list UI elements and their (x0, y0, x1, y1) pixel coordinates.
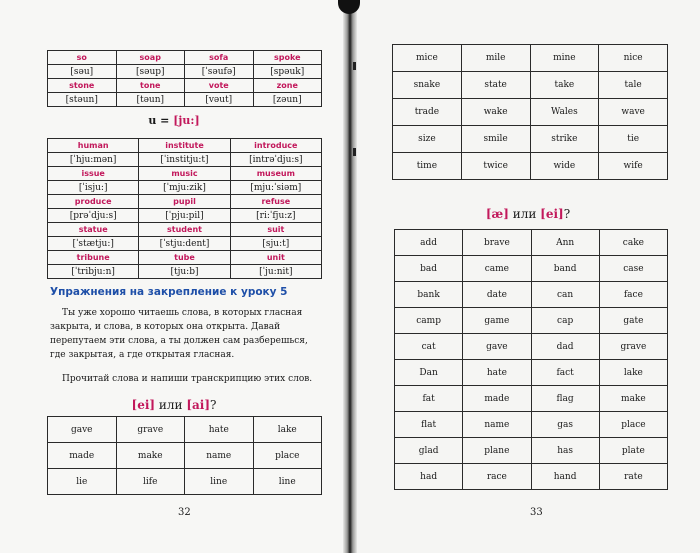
transcription-cell: [ˈmju:zik] (139, 181, 230, 195)
headword-row (48, 251, 322, 265)
heading-u-sound: u = [ju:] (148, 114, 200, 127)
binding-mark (353, 62, 356, 70)
table-row (48, 417, 322, 443)
headword-cell: museum (230, 167, 321, 181)
word-cell: name (185, 443, 254, 469)
transcription-row (48, 93, 322, 107)
word-cell: gas (531, 412, 599, 438)
right-page (356, 0, 700, 553)
table-row (393, 45, 668, 72)
headword-cell: so (48, 51, 117, 65)
headword-row (48, 51, 322, 65)
table-row (395, 256, 668, 282)
table-row (48, 443, 322, 469)
word-cell: gate (599, 308, 667, 334)
word-cell: can (531, 282, 599, 308)
word-cell: place (599, 412, 667, 438)
word-cell: make (599, 386, 667, 412)
word-cell: date (463, 282, 531, 308)
word-cell: grave (116, 417, 185, 443)
word-cell: snake (393, 72, 462, 99)
word-cell: cap (531, 308, 599, 334)
headword-cell: refuse (230, 195, 321, 209)
word-cell: bad (395, 256, 463, 282)
headword-cell: introduce (230, 139, 321, 153)
word-cell: name (463, 412, 531, 438)
word-cell: brave (463, 230, 531, 256)
transcription-cell: [səu] (48, 65, 117, 79)
transcription-cell: [ˈstætju:] (48, 237, 139, 251)
page-number-right: 33 (530, 507, 543, 518)
word-cell: add (395, 230, 463, 256)
headword-row (48, 195, 322, 209)
word-cell: made (48, 443, 117, 469)
word-cell: dad (531, 334, 599, 360)
word-cell: race (463, 464, 531, 490)
transcription-row (48, 237, 322, 251)
headword-cell: spoke (253, 51, 322, 65)
word-cell: bank (395, 282, 463, 308)
word-cell: lake (253, 417, 322, 443)
page-number-left: 32 (178, 507, 191, 518)
word-cell: Dan (395, 360, 463, 386)
headword-cell: pupil (139, 195, 230, 209)
word-cell: plane (463, 438, 531, 464)
heading-sound: [ju:] (173, 114, 200, 127)
transcription-row (48, 153, 322, 167)
word-cell: time (393, 153, 462, 180)
headword-row (48, 167, 322, 181)
headword-row (48, 79, 322, 93)
exercise-title: Упражнения на закрепление к уроку 5 (50, 286, 288, 298)
word-cell: face (599, 282, 667, 308)
word-cell: trade (393, 99, 462, 126)
transcription-cell: [ˈstju:dent] (139, 237, 230, 251)
word-cell: lie (48, 469, 117, 495)
headword-cell: stone (48, 79, 117, 93)
table-row (395, 386, 668, 412)
word-cell: flat (395, 412, 463, 438)
headword-row (48, 139, 322, 153)
table-row (395, 282, 668, 308)
headword-cell: suit (230, 223, 321, 237)
transcription-cell: [intrəˈdju:s] (230, 153, 321, 167)
table-row (395, 230, 668, 256)
headword-cell: tube (139, 251, 230, 265)
table-row (48, 469, 322, 495)
headword-cell: tribune (48, 251, 139, 265)
headword-cell: tone (116, 79, 185, 93)
word-cell: band (531, 256, 599, 282)
paragraph-task: Прочитай слова и напиши транскрипцию этих слов. (62, 374, 313, 384)
table-u-ju (47, 138, 322, 279)
transcription-cell: [zəun] (253, 93, 322, 107)
word-cell: wide (530, 153, 599, 180)
headword-cell: statue (48, 223, 139, 237)
transcription-cell: [ˈhju:mən] (48, 153, 139, 167)
table-row (393, 72, 668, 99)
word-cell: camp (395, 308, 463, 334)
word-cell: line (253, 469, 322, 495)
table-row (395, 412, 668, 438)
word-cell: grave (599, 334, 667, 360)
word-cell: made (463, 386, 531, 412)
headword-cell: zone (253, 79, 322, 93)
headword-cell: music (139, 167, 230, 181)
headword-row (48, 223, 322, 237)
transcription-cell: [ri:ˈfju:z] (230, 209, 321, 223)
word-cell: cat (395, 334, 463, 360)
word-cell: life (116, 469, 185, 495)
word-cell: wife (599, 153, 668, 180)
word-cell: place (253, 443, 322, 469)
transcription-cell: [stəun] (48, 93, 117, 107)
table-ei-ai-words (47, 416, 322, 495)
transcription-cell: [vəut] (185, 93, 254, 107)
left-page (0, 0, 348, 553)
word-cell: gave (463, 334, 531, 360)
word-cell: hate (463, 360, 531, 386)
transcription-row (48, 181, 322, 195)
word-cell: case (599, 256, 667, 282)
word-cell: tie (599, 126, 668, 153)
word-cell: nice (599, 45, 668, 72)
transcription-cell: [sju:t] (230, 237, 321, 251)
headword-cell: unit (230, 251, 321, 265)
word-cell: line (185, 469, 254, 495)
headword-cell: sofa (185, 51, 254, 65)
headword-cell: vote (185, 79, 254, 93)
word-cell: twice (461, 153, 530, 180)
word-cell: hand (531, 464, 599, 490)
transcription-cell: [ˈsəufə] (185, 65, 254, 79)
word-cell: tale (599, 72, 668, 99)
transcription-cell: [ˈisju:] (48, 181, 139, 195)
word-cell: mine (530, 45, 599, 72)
word-cell: mile (461, 45, 530, 72)
headword-cell: human (48, 139, 139, 153)
book-spine (343, 0, 357, 553)
table-ae-ei-words (394, 229, 668, 490)
word-cell: Wales (530, 99, 599, 126)
table-row (393, 126, 668, 153)
binding-mark (353, 148, 356, 156)
subheading-ei-ai: [ei] или [ai]? (131, 398, 217, 412)
table-long-o (47, 50, 322, 107)
word-cell: take (530, 72, 599, 99)
word-cell: had (395, 464, 463, 490)
transcription-cell: [spəuk] (253, 65, 322, 79)
word-cell: plate (599, 438, 667, 464)
transcription-cell: [ˈju:nit] (230, 265, 321, 279)
word-cell: wave (599, 99, 668, 126)
transcription-row (48, 209, 322, 223)
word-cell: came (463, 256, 531, 282)
word-cell: rate (599, 464, 667, 490)
transcription-cell: [ˈinstitju:t] (139, 153, 230, 167)
headword-cell: produce (48, 195, 139, 209)
transcription-cell: [tju:b] (139, 265, 230, 279)
table-row (395, 464, 668, 490)
table-long-i-words (392, 44, 668, 180)
headword-cell: issue (48, 167, 139, 181)
transcription-cell: [təun] (116, 93, 185, 107)
word-cell: fact (531, 360, 599, 386)
word-cell: make (116, 443, 185, 469)
subheading-ae-ei: [æ] или [ei]? (485, 207, 571, 221)
headword-cell: student (139, 223, 230, 237)
transcription-row (48, 65, 322, 79)
transcription-cell: [mju:ˈsiəm] (230, 181, 321, 195)
word-cell: Ann (531, 230, 599, 256)
headword-cell: soap (116, 51, 185, 65)
table-row (395, 334, 668, 360)
word-cell: hate (185, 417, 254, 443)
table-row (395, 438, 668, 464)
word-cell: game (463, 308, 531, 334)
word-cell: has (531, 438, 599, 464)
transcription-row (48, 265, 322, 279)
heading-letter: u (148, 114, 157, 127)
word-cell: glad (395, 438, 463, 464)
word-cell: smile (461, 126, 530, 153)
table-row (393, 153, 668, 180)
transcription-cell: [prəˈdju:s] (48, 209, 139, 223)
word-cell: cake (599, 230, 667, 256)
table-row (393, 99, 668, 126)
word-cell: mice (393, 45, 462, 72)
transcription-cell: [ˈtribju:n] (48, 265, 139, 279)
word-cell: gave (48, 417, 117, 443)
word-cell: wake (461, 99, 530, 126)
word-cell: lake (599, 360, 667, 386)
word-cell: strike (530, 126, 599, 153)
word-cell: size (393, 126, 462, 153)
word-cell: flag (531, 386, 599, 412)
transcription-cell: [ˈpju:pil] (139, 209, 230, 223)
word-cell: fat (395, 386, 463, 412)
transcription-cell: [səup] (116, 65, 185, 79)
table-row (395, 360, 668, 386)
table-row (395, 308, 668, 334)
paragraph-intro: Ты уже хорошо читаешь слова, в которых гласная закрыта, и слова, в которых она открыта. Давай перепутаем эти слова, а ты должен сам разберешься, где закрытая, а где открытая гласная. (50, 308, 308, 360)
word-cell: state (461, 72, 530, 99)
headword-cell: institute (139, 139, 230, 153)
